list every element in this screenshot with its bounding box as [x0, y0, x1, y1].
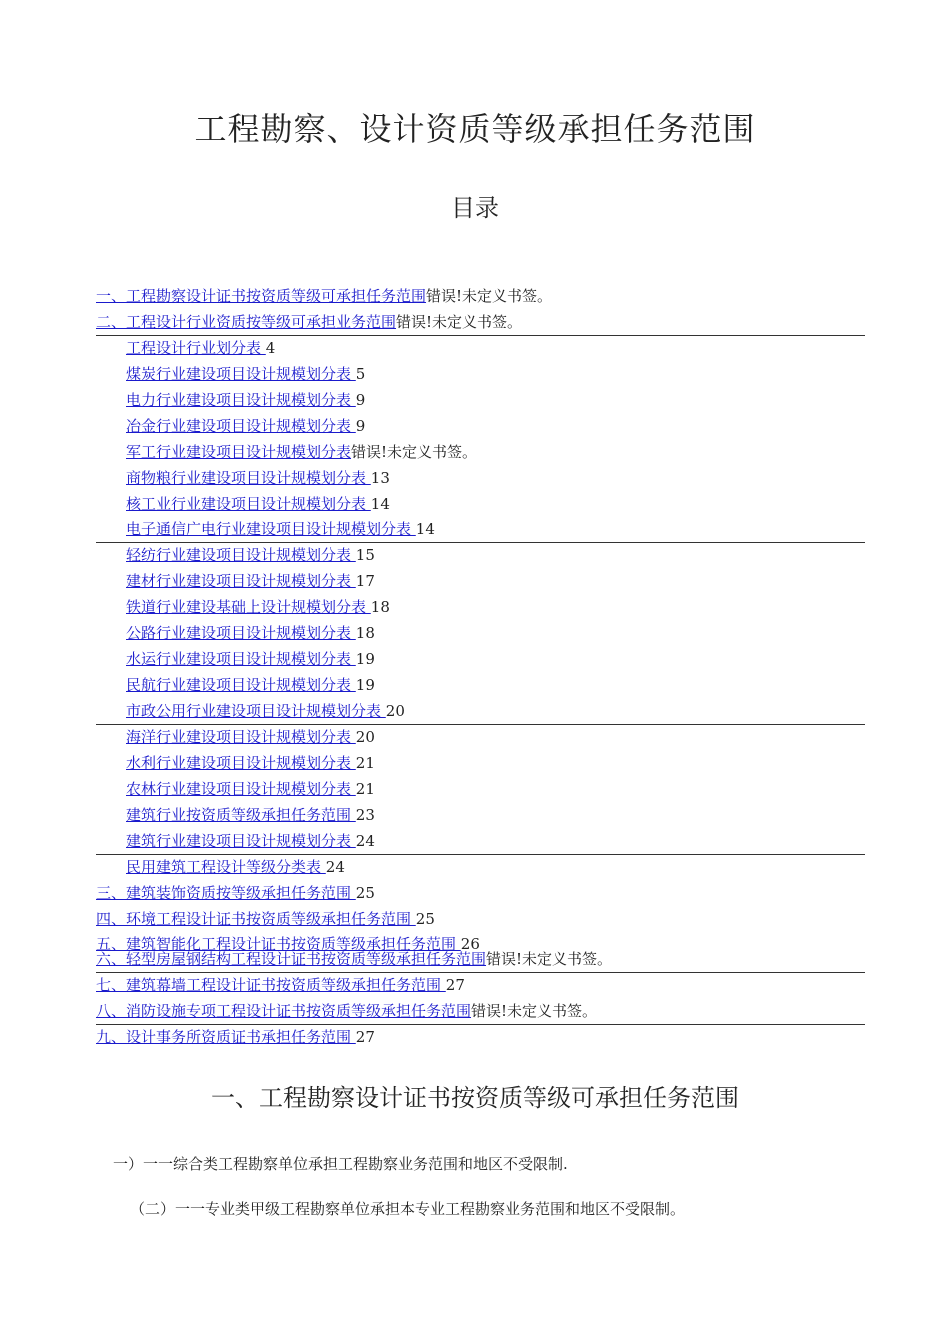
toc-entry[interactable]	[96, 544, 865, 570]
toc-entry-page: 27	[355, 1028, 375, 1047]
toc-entry-link[interactable]: 一、工程勘察设计证书按资质等级可承担任务范围	[96, 287, 427, 305]
section-heading: 一、工程勘察设计证书按资质等级可承担任务范围	[211, 1084, 739, 1112]
toc-entry-page: 14	[415, 520, 435, 539]
toc-entry[interactable]	[96, 856, 865, 882]
toc-entry[interactable]	[96, 622, 865, 648]
toc-entry-page: 27	[445, 976, 465, 995]
toc-entry[interactable]	[96, 415, 865, 441]
toc-entry[interactable]	[96, 908, 865, 934]
toc-entry[interactable]	[96, 726, 865, 752]
toc-entry-page: 20	[355, 727, 375, 746]
toc-entry-link[interactable]: 六、轻型房屋钢结构工程设计证书按资质等级承担任务范围	[96, 950, 487, 969]
toc-entry[interactable]	[96, 648, 865, 674]
toc-entry-link[interactable]: 建筑行业按资质等级承担任务范围	[126, 805, 356, 824]
toc-entry[interactable]	[96, 804, 865, 830]
toc-entry[interactable]	[96, 467, 865, 493]
toc-entry[interactable]	[96, 974, 865, 1000]
toc-entry[interactable]	[96, 778, 865, 804]
toc-entry[interactable]	[96, 311, 865, 337]
toc-divider	[96, 724, 865, 725]
toc-entry-page: 19	[355, 650, 375, 669]
toc-entry-link[interactable]: 核工业行业建设项目设计规模划分表	[126, 494, 371, 513]
toc-entry-page: 24	[355, 831, 375, 850]
toc-entry-link[interactable]: 商物粮行业建设项目设计规模划分表	[126, 468, 371, 487]
toc-entry[interactable]	[96, 674, 865, 700]
toc-divider	[96, 335, 865, 336]
toc-entry-link[interactable]: 民航行业建设项目设计规模划分表	[126, 676, 356, 695]
toc-entry[interactable]	[96, 1026, 865, 1052]
toc-entry-link[interactable]: 市政公用行业建设项目设计规模划分表	[126, 702, 386, 720]
toc-entry-page: 18	[370, 598, 390, 617]
toc-divider	[96, 854, 865, 855]
toc-entry-page: 17	[355, 572, 375, 591]
toc-entry-link[interactable]: 九、设计事务所资质证书承担任务范围	[96, 1028, 356, 1047]
toc-entry-link[interactable]: 五、建筑智能化工程设计证书按资质等级承担任务范围	[96, 935, 461, 954]
toc-entry-page: 25	[415, 909, 435, 928]
toc-entry-page: 18	[355, 624, 375, 643]
toc-entry[interactable]	[96, 933, 865, 954]
paragraph-2: （二）一一专业类甲级工程勘察单位承担本专业工程勘察业务范围和地区不受限制。	[130, 1200, 686, 1218]
toc-divider	[96, 542, 865, 543]
document-title: 工程勘察、设计资质等级承担任务范围	[194, 110, 756, 148]
toc-entry-page: 21	[355, 753, 375, 772]
toc-entry-page: 23	[355, 805, 375, 824]
toc-entry-link[interactable]: 八、消防设施专项工程设计证书按资质等级承担任务范围	[96, 1002, 472, 1021]
toc-entry-link[interactable]: 民用建筑工程设计等级分类表	[126, 857, 326, 876]
toc-divider	[96, 972, 865, 973]
toc-entry-page: 错误!未定义书签。	[471, 1002, 598, 1021]
toc-entry[interactable]	[96, 830, 865, 856]
toc-entry[interactable]	[96, 596, 865, 622]
toc-entry[interactable]	[96, 441, 865, 467]
toc-entry-link[interactable]: 建筑行业建设项目设计规模划分表	[126, 831, 356, 850]
toc-entry-page: 错误!未定义书签。	[486, 950, 613, 969]
toc-entry-link[interactable]: 四、环境工程设计证书按资质等级承担任务范围	[96, 909, 416, 928]
toc-entry-page: 错误!未定义书签。	[396, 312, 523, 331]
toc-entry-link[interactable]: 电力行业建设项目设计规模划分表	[126, 390, 356, 409]
toc-entry-link[interactable]: 建材行业建设项目设计规模划分表	[126, 572, 356, 591]
toc-entry-link[interactable]: 农林行业建设项目设计规模划分表	[126, 779, 356, 798]
toc-entry-link[interactable]: 海洋行业建设项目设计规模划分表	[126, 727, 356, 746]
toc-entry-page: 9	[355, 390, 366, 409]
toc-entry[interactable]	[96, 1000, 865, 1026]
toc-entry[interactable]	[96, 882, 865, 908]
paragraph-1: 一）一一综合类工程勘察单位承担工程勘察业务范围和地区不受限制.	[113, 1155, 568, 1173]
toc-entry-link[interactable]: 水利行业建设项目设计规模划分表	[126, 753, 356, 772]
toc-entry-page: 19	[355, 676, 375, 695]
toc-entry-page: 9	[355, 416, 366, 435]
toc-heading: 目录	[451, 194, 499, 222]
toc-entry-link[interactable]: 七、建筑幕墙工程设计证书按资质等级承担任务范围	[96, 976, 446, 995]
toc-entry[interactable]	[96, 285, 865, 311]
toc-entry[interactable]	[96, 493, 865, 519]
toc-entry-page: 26	[460, 935, 480, 954]
toc-entry-page: 24	[325, 857, 345, 876]
toc-entry[interactable]	[96, 700, 865, 726]
toc-entry-page: 20	[385, 702, 405, 720]
toc-entry-link[interactable]: 军工行业建设项目设计规模划分表	[126, 442, 352, 461]
toc-entry-page: 错误!未定义书签。	[426, 287, 553, 305]
toc-entry-link[interactable]: 三、建筑装饰资质按等级承担任务范围	[96, 883, 356, 902]
toc-entry[interactable]	[96, 752, 865, 778]
toc-entry-link[interactable]: 铁道行业建设基础上设计规模划分表	[126, 598, 371, 617]
toc-entry-page: 15	[355, 546, 375, 565]
toc-entry-page: 错误!未定义书签。	[351, 442, 478, 461]
toc-entry-link[interactable]: 冶金行业建设项目设计规模划分表	[126, 416, 356, 435]
toc-entry[interactable]	[96, 389, 865, 415]
toc-entry-link[interactable]: 轻纺行业建设项目设计规模划分表	[126, 546, 356, 565]
toc-divider	[96, 1024, 865, 1025]
toc-entry-link[interactable]: 二、工程设计行业资质按等级可承担业务范围	[96, 312, 397, 331]
toc-entry-link[interactable]: 电子通信广电行业建设项目设计规模划分表	[126, 520, 416, 539]
toc-entry-page: 5	[355, 364, 366, 383]
toc-entry-page: 25	[355, 883, 375, 902]
toc-entry[interactable]	[96, 948, 865, 974]
toc-entry[interactable]	[96, 518, 865, 544]
toc-entry-page: 21	[355, 779, 375, 798]
toc-entry-link[interactable]: 煤炭行业建设项目设计规模划分表	[126, 364, 356, 383]
toc-entry-page: 14	[370, 494, 390, 513]
toc-entry-link[interactable]: 水运行业建设项目设计规模划分表	[126, 650, 356, 669]
toc-entry[interactable]	[96, 337, 865, 363]
toc-entry[interactable]	[96, 570, 865, 596]
toc-entry[interactable]	[96, 363, 865, 389]
toc-entry-link[interactable]: 工程设计行业划分表	[126, 338, 266, 357]
toc-entry-link[interactable]: 公路行业建设项目设计规模划分表	[126, 624, 356, 643]
table-of-contents	[96, 285, 865, 1052]
toc-entry-page: 4	[265, 338, 276, 357]
toc-entry-page: 13	[370, 468, 390, 487]
